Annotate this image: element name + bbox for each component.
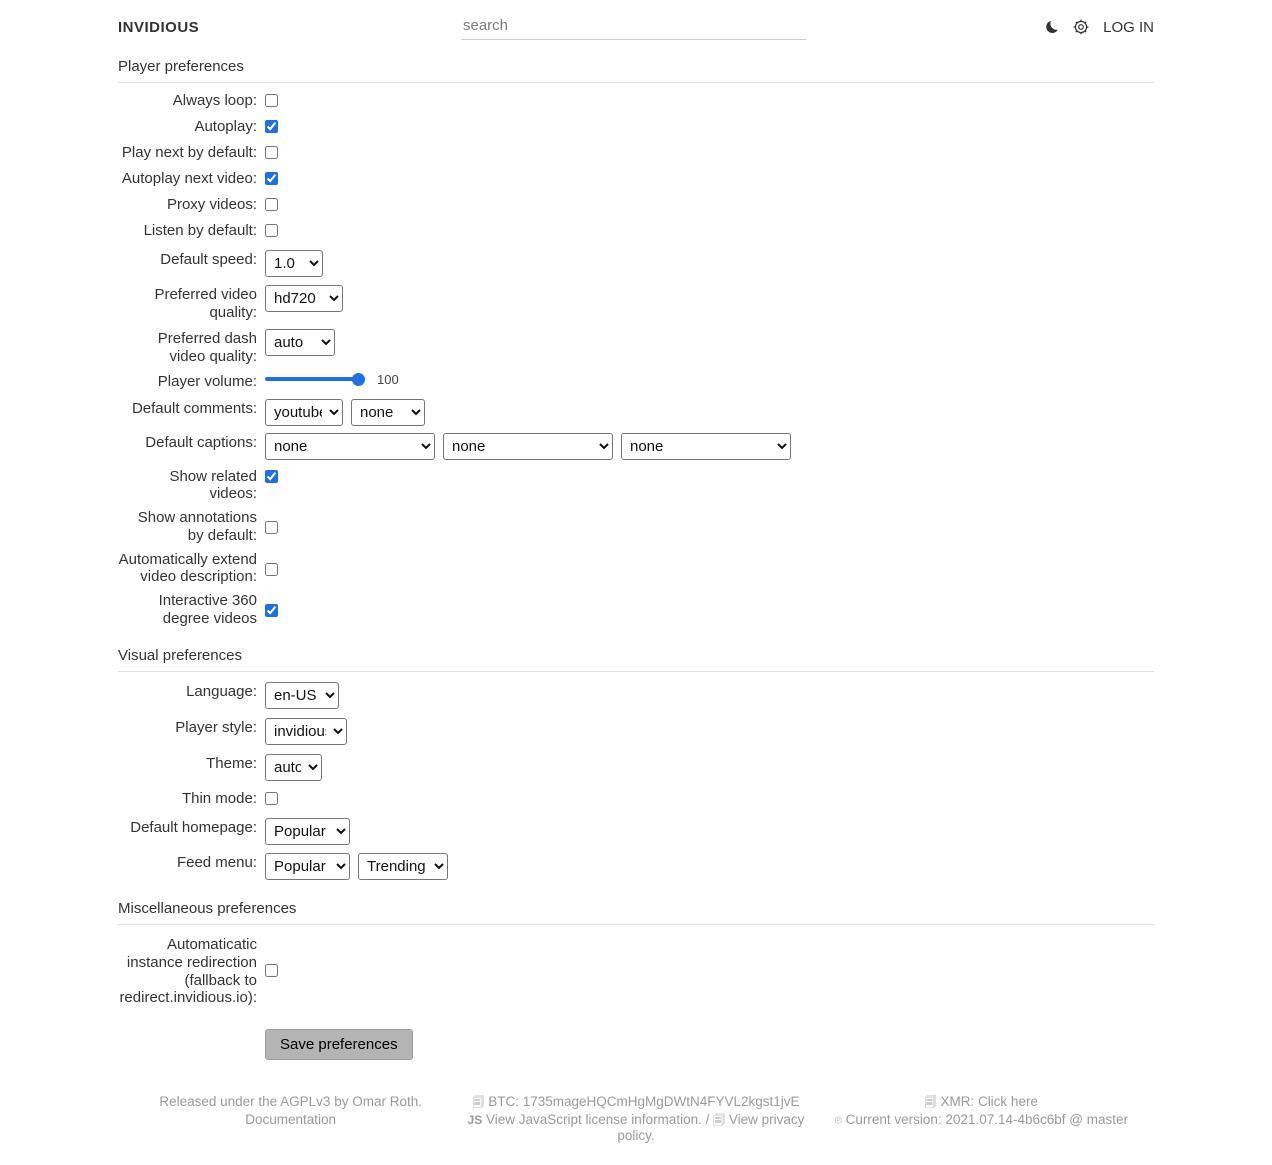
row-autoplay-next (118, 169, 1154, 190)
label-show-related: Show related videos: (169, 467, 257, 503)
monero-icon-right: 🗐 (924, 1095, 937, 1109)
footer-left (118, 1094, 463, 1130)
select-default-comments-2[interactable] (351, 399, 425, 426)
row-theme (118, 754, 1154, 781)
label-dash-quality: Preferred dash video quality: (157, 330, 257, 366)
checkbox-extend-description[interactable] (265, 563, 278, 576)
row-proxy-videos (118, 195, 1154, 216)
select-default-captions-1[interactable] (265, 433, 435, 460)
brand-logo[interactable]: INVIDIOUS (118, 18, 200, 36)
checkbox-show-annotations[interactable] (265, 521, 278, 534)
label-language: Language: (186, 683, 257, 701)
row-player-volume (118, 372, 1154, 393)
row-default-homepage (118, 818, 1154, 845)
label-show-annotations: Show annotations by default: (137, 509, 257, 544)
label-default-comments: Default comments: (131, 399, 257, 417)
label-video-quality: Preferred video quality: (154, 286, 257, 321)
navbar-actions (806, 19, 1154, 36)
row-dash-quality (118, 329, 1154, 365)
label-autoplay-next: Autoplay next video: (121, 170, 257, 187)
label-interactive-360: Interactive 360 degree videos (158, 591, 257, 627)
select-theme[interactable] (265, 754, 322, 781)
label-player-style: Player style: (175, 719, 257, 737)
footer-js-license-link[interactable]: View JavaScript license information. (485, 1112, 702, 1128)
slider-player-volume[interactable] (265, 377, 365, 381)
footer-privacy-link[interactable]: View privacy policy. (617, 1112, 805, 1144)
label-proxy-videos: Proxy videos: (166, 196, 257, 213)
label-default-homepage: Default homepage: (130, 819, 257, 837)
select-default-speed[interactable] (265, 250, 323, 277)
checkbox-thin-mode[interactable] (265, 792, 278, 805)
select-dash-quality[interactable] (265, 329, 335, 356)
label-listen-default: Listen by default: (143, 222, 257, 239)
footer-separator: / (705, 1112, 710, 1128)
save-spacer (118, 1029, 265, 1060)
footer-btc-link[interactable]: BTC: 1735mageHQCmHgMgDWtN4FYVL2kgst1jvE (488, 1094, 800, 1109)
label-thin-mode: Thin mode: (181, 790, 257, 808)
label-extend-description: Automatically extend video description: (118, 550, 257, 586)
footer-right (809, 1094, 1154, 1130)
select-default-homepage[interactable] (265, 818, 350, 845)
section-title-misc: Miscellaneous preferences (118, 894, 1154, 925)
select-feed-menu-2[interactable] (358, 853, 448, 880)
row-show-annotations (118, 508, 1154, 544)
footer-license-text: Released under the AGPLv3 by Omar Roth. (159, 1094, 422, 1109)
label-always-loop: Always loop: (172, 92, 257, 109)
row-listen-default (118, 221, 1154, 242)
select-video-quality[interactable] (265, 285, 343, 312)
row-show-related (118, 467, 1154, 503)
row-instance-redirect (118, 935, 1154, 1007)
book-icon: 🗐 (713, 1113, 726, 1128)
section-title-visual: Visual preferences (118, 641, 1154, 672)
save-row (118, 1029, 1154, 1060)
checkbox-autoplay-next[interactable] (265, 172, 278, 185)
select-default-captions-2[interactable] (443, 433, 613, 460)
search-form (461, 14, 806, 40)
row-extend-description (118, 550, 1154, 586)
footer-xmr-link[interactable]: XMR: Click here (940, 1094, 1038, 1109)
select-default-captions-3[interactable] (621, 433, 791, 460)
gear-icon[interactable] (1073, 19, 1089, 35)
checkbox-show-related[interactable] (265, 470, 278, 483)
select-feed-menu-1[interactable] (265, 853, 350, 880)
row-play-next (118, 143, 1154, 164)
row-default-captions (118, 433, 1154, 460)
row-interactive-360 (118, 591, 1154, 627)
footer-documentation-link[interactable]: Documentation (245, 1112, 337, 1128)
checkbox-always-loop[interactable] (265, 94, 278, 107)
checkbox-autoplay[interactable] (265, 120, 278, 133)
checkbox-interactive-360[interactable] (265, 604, 278, 617)
moon-icon[interactable] (1044, 20, 1059, 35)
row-language (118, 682, 1154, 709)
label-theme: Theme: (206, 755, 257, 773)
preferences-content (0, 52, 1272, 1060)
section-title-player: Player preferences (118, 52, 1154, 83)
login-link[interactable]: LOG IN (1103, 18, 1154, 36)
footer-version-link[interactable]: Current version: 2021.07.14-4b6c6bf @ master (845, 1112, 1128, 1128)
footer-center (463, 1094, 808, 1147)
label-default-speed: Default speed: (160, 251, 257, 268)
save-preferences-button[interactable]: Save preferences (265, 1029, 413, 1060)
navbar (0, 0, 1272, 52)
row-autoplay (118, 117, 1154, 138)
row-video-quality (118, 285, 1154, 321)
label-feed-menu: Feed menu: (176, 854, 257, 872)
row-thin-mode (118, 789, 1154, 810)
checkbox-instance-redirect[interactable] (265, 964, 278, 977)
select-default-comments-1[interactable] (265, 399, 343, 426)
label-default-captions: Default captions: (145, 433, 257, 451)
label-instance-redirect: Automaticatic instance redirection (fallback to redirect.invidious.io): (119, 936, 257, 1007)
search-input[interactable] (461, 14, 806, 40)
footer (0, 1082, 1272, 1165)
checkbox-proxy-videos[interactable] (265, 198, 278, 211)
row-feed-menu (118, 853, 1154, 880)
row-always-loop (118, 91, 1154, 112)
row-player-style (118, 718, 1154, 745)
monero-icon: 🗐 (472, 1095, 485, 1109)
row-default-speed (118, 250, 1154, 277)
select-language[interactable] (265, 682, 339, 709)
player-volume-value: 100 (377, 371, 399, 387)
label-player-volume: Player volume: (157, 372, 257, 390)
checkbox-listen-default[interactable] (265, 224, 278, 237)
select-player-style[interactable] (265, 718, 347, 745)
row-default-comments (118, 399, 1154, 426)
label-autoplay: Autoplay: (194, 118, 257, 135)
github-icon: ⌾ (834, 1113, 842, 1128)
checkbox-play-next[interactable] (265, 146, 278, 159)
label-play-next: Play next by default: (121, 144, 257, 161)
js-badge: JS (467, 1113, 483, 1128)
